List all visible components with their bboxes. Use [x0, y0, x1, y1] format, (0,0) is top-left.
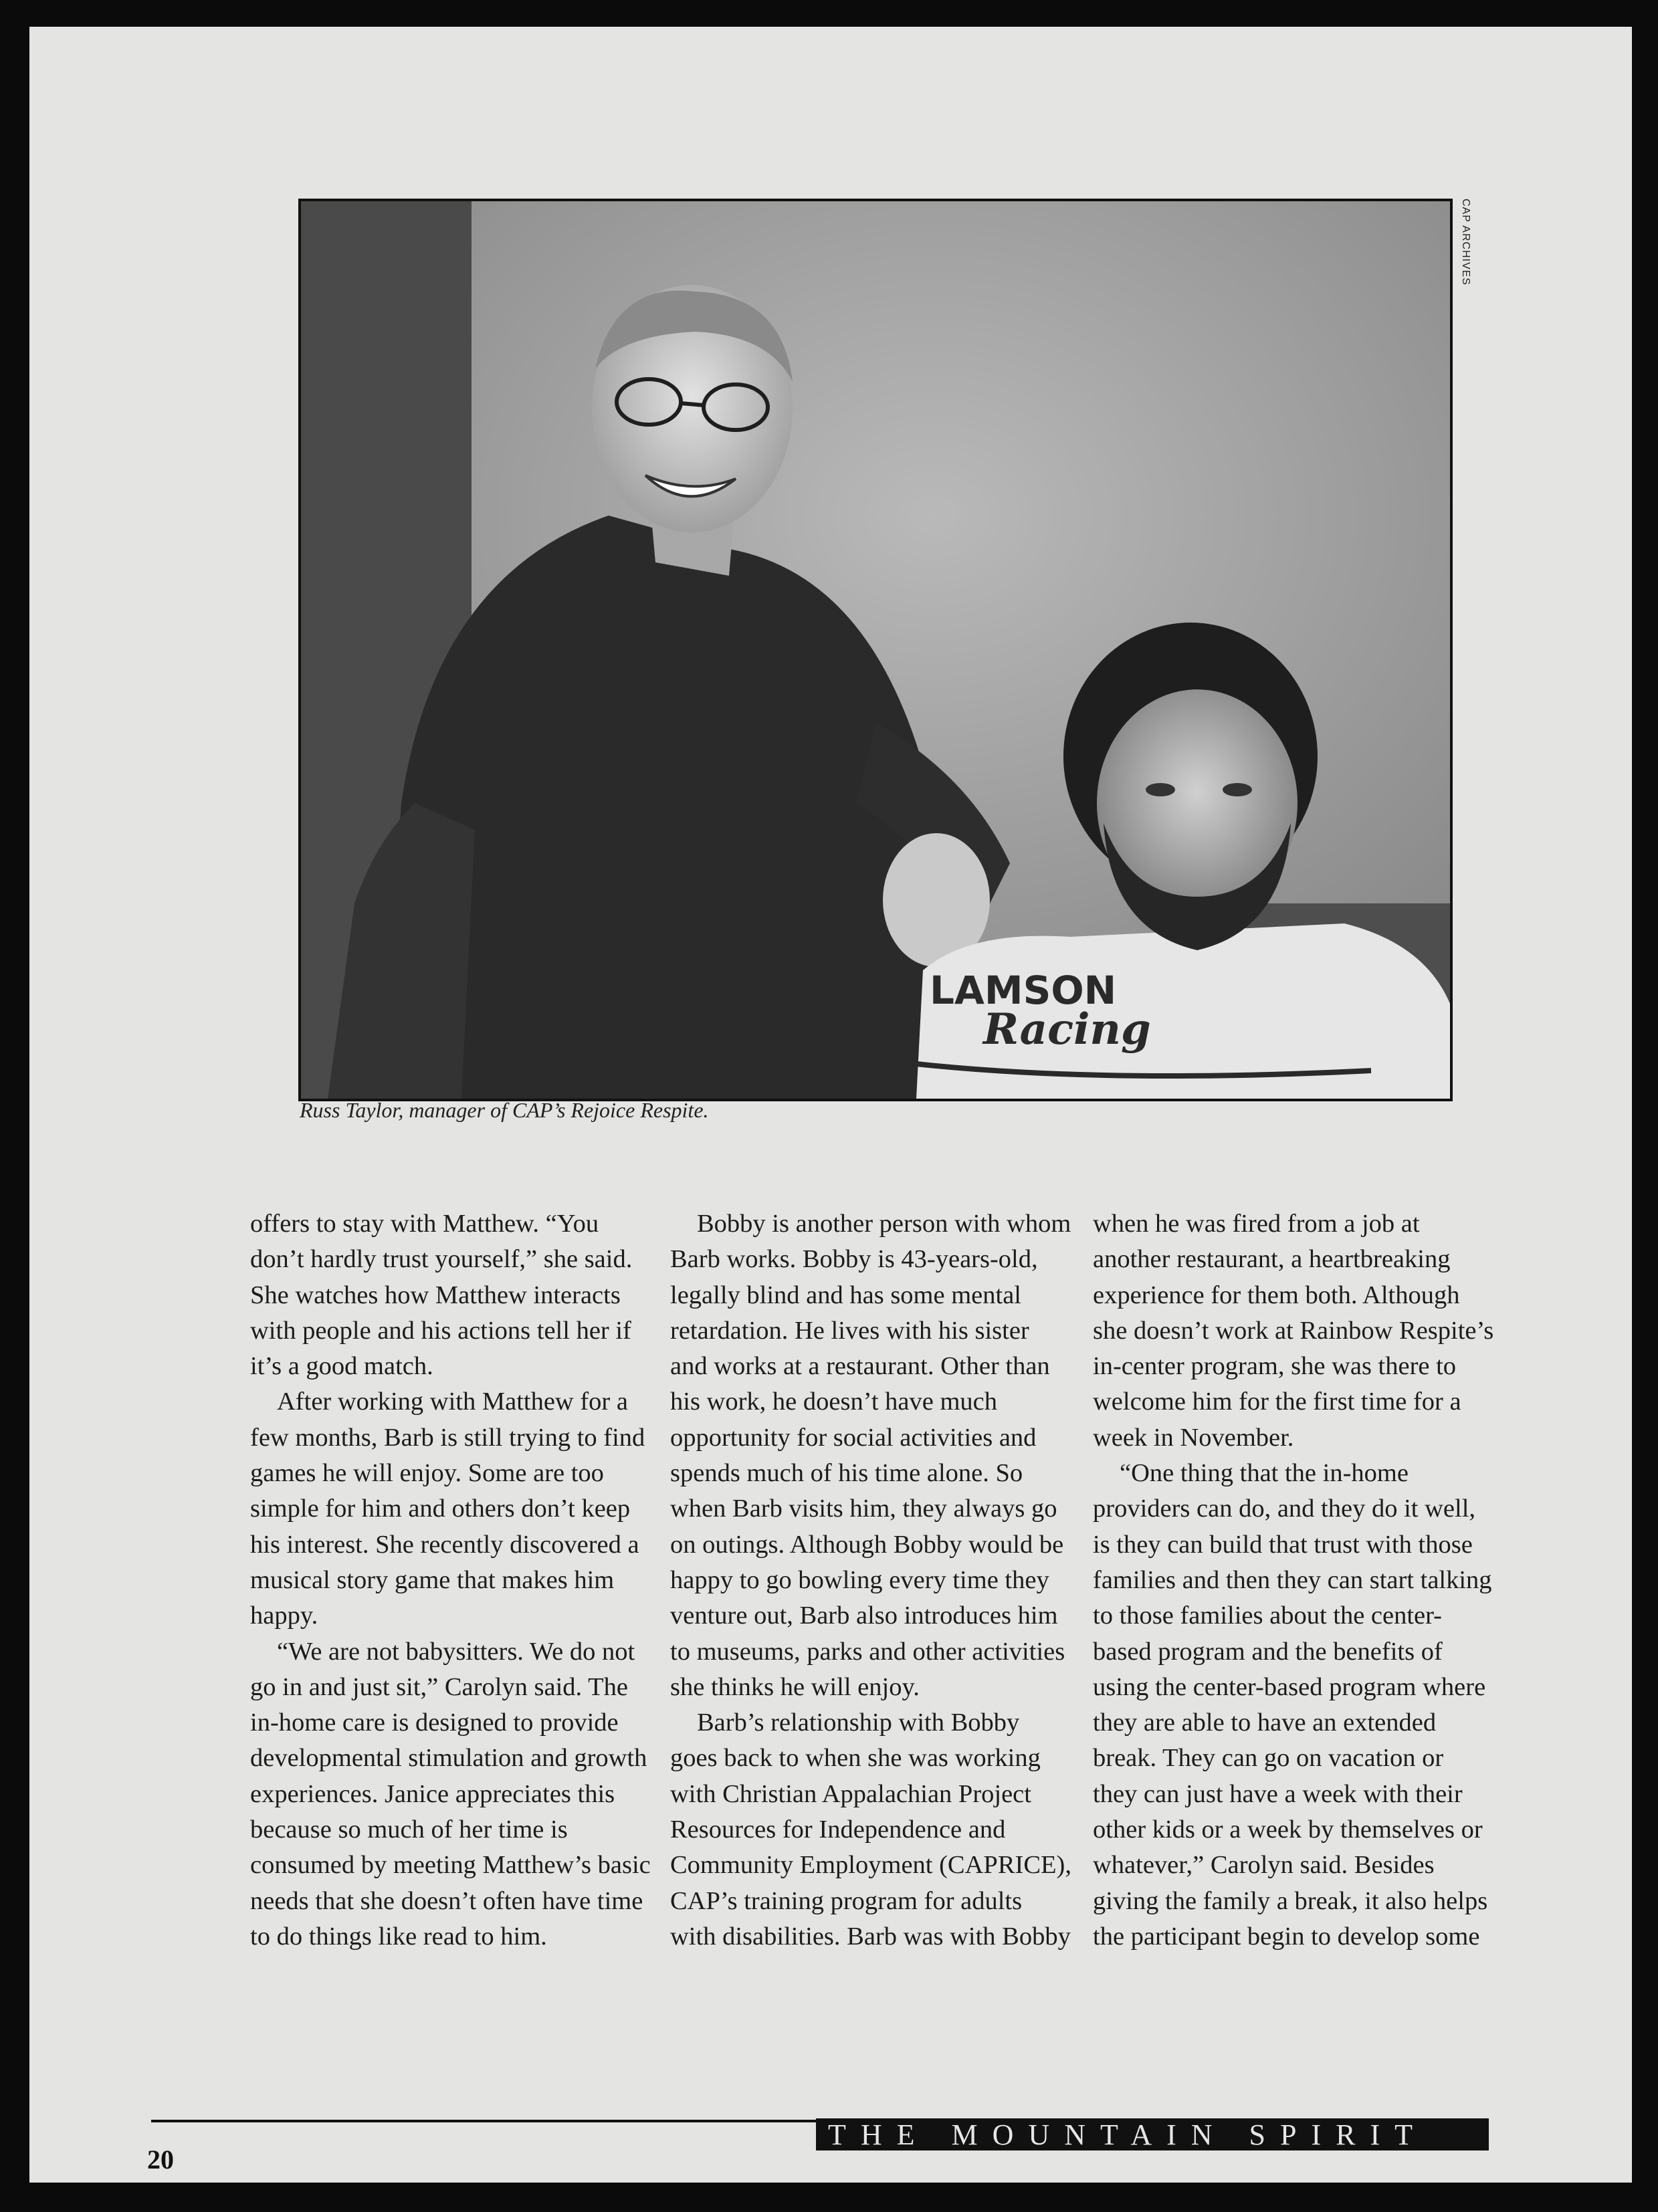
paragraph: “We are not babysitters. We do not go in and just sit,” Carolyn said. The in-home care is designed to provide developmental stimulation and growth experiences. Janice appreciates this because so much of her time is consumed by meeting Matthew’s basic needs that she doesn’t often have time to do things like read to him.: [250, 1637, 651, 1951]
text-column-2: [670, 1206, 1071, 1955]
photo-illustration: [301, 201, 1450, 1099]
paragraph: After working with Matthew for a few months, Barb is still trying to find games he will enjoy. Some are too simple for him and others don’t keep his interest. She recently discovered a musical story game that makes him happy.: [250, 1388, 645, 1630]
masthead-banner: [816, 2118, 1489, 2150]
shirt-print-line2: Racing: [983, 1004, 1151, 1055]
photo-russ-taylor-and-bobby: [298, 199, 1453, 1101]
paragraph: Bobby is another person with whom Barb works. Bobby is 43-years-old, legally blind and has some mental retardation. He lives with his sister and works at a restaurant. Other than his work, he doesn’t have much opportunity for social activities and spends much of his time alone. So when Barb visits him, they always go on outings. Although Bobby would be happy to go bowling every time they venture out, Barb also introduces him to museums, parks and other activities she thinks he will enjoy.: [670, 1210, 1071, 1701]
paragraph: when he was fired from a job at another restaurant, a heartbreaking experience for them both. Although she doesn’t work at Rainbow Respite’s in-center program, she was there to welcome him for the first time for a week in November.: [1093, 1210, 1494, 1452]
masthead-title: THE MOUNTAIN SPIRIT: [828, 2118, 1428, 2150]
shirt-print-line1: LAMSON: [930, 968, 1117, 1013]
photo-credit: CAP ARCHIVES: [1460, 199, 1471, 286]
photo-caption: Russ Taylor, manager of CAP’s Rejoice Respite.: [300, 1098, 709, 1122]
text-column-3: [1093, 1206, 1494, 1955]
paragraph: Barb’s relationship with Bobby goes back to when she was working with Christian Appalachian Project Resources for Independence and Community Employment (CAPRICE), CAP’s training program for adults with disabilities. Barb was with Bobby: [670, 1708, 1071, 1951]
text-column-1: [250, 1206, 651, 1955]
magazine-page: [29, 27, 1632, 2183]
paragraph: “One thing that the in-home providers can do, and they do it well, is they can build that trust with those families and then they can start talking to those families about the center-based program and the benefits of using the center-based program where they are able to have an extended break. They can go on vacation or they can just have a week with their other kids or a week by themselves or whatever,” Carolyn said. Besides giving the family a break, it also helps the participant begin to develop some: [1093, 1459, 1492, 1951]
paragraph: offers to stay with Matthew. “You don’t hardly trust yourself,” she said. She watches how Matthew interacts with people and his actions tell her if it’s a good match.: [250, 1210, 633, 1381]
page-number: 20: [147, 2144, 174, 2175]
